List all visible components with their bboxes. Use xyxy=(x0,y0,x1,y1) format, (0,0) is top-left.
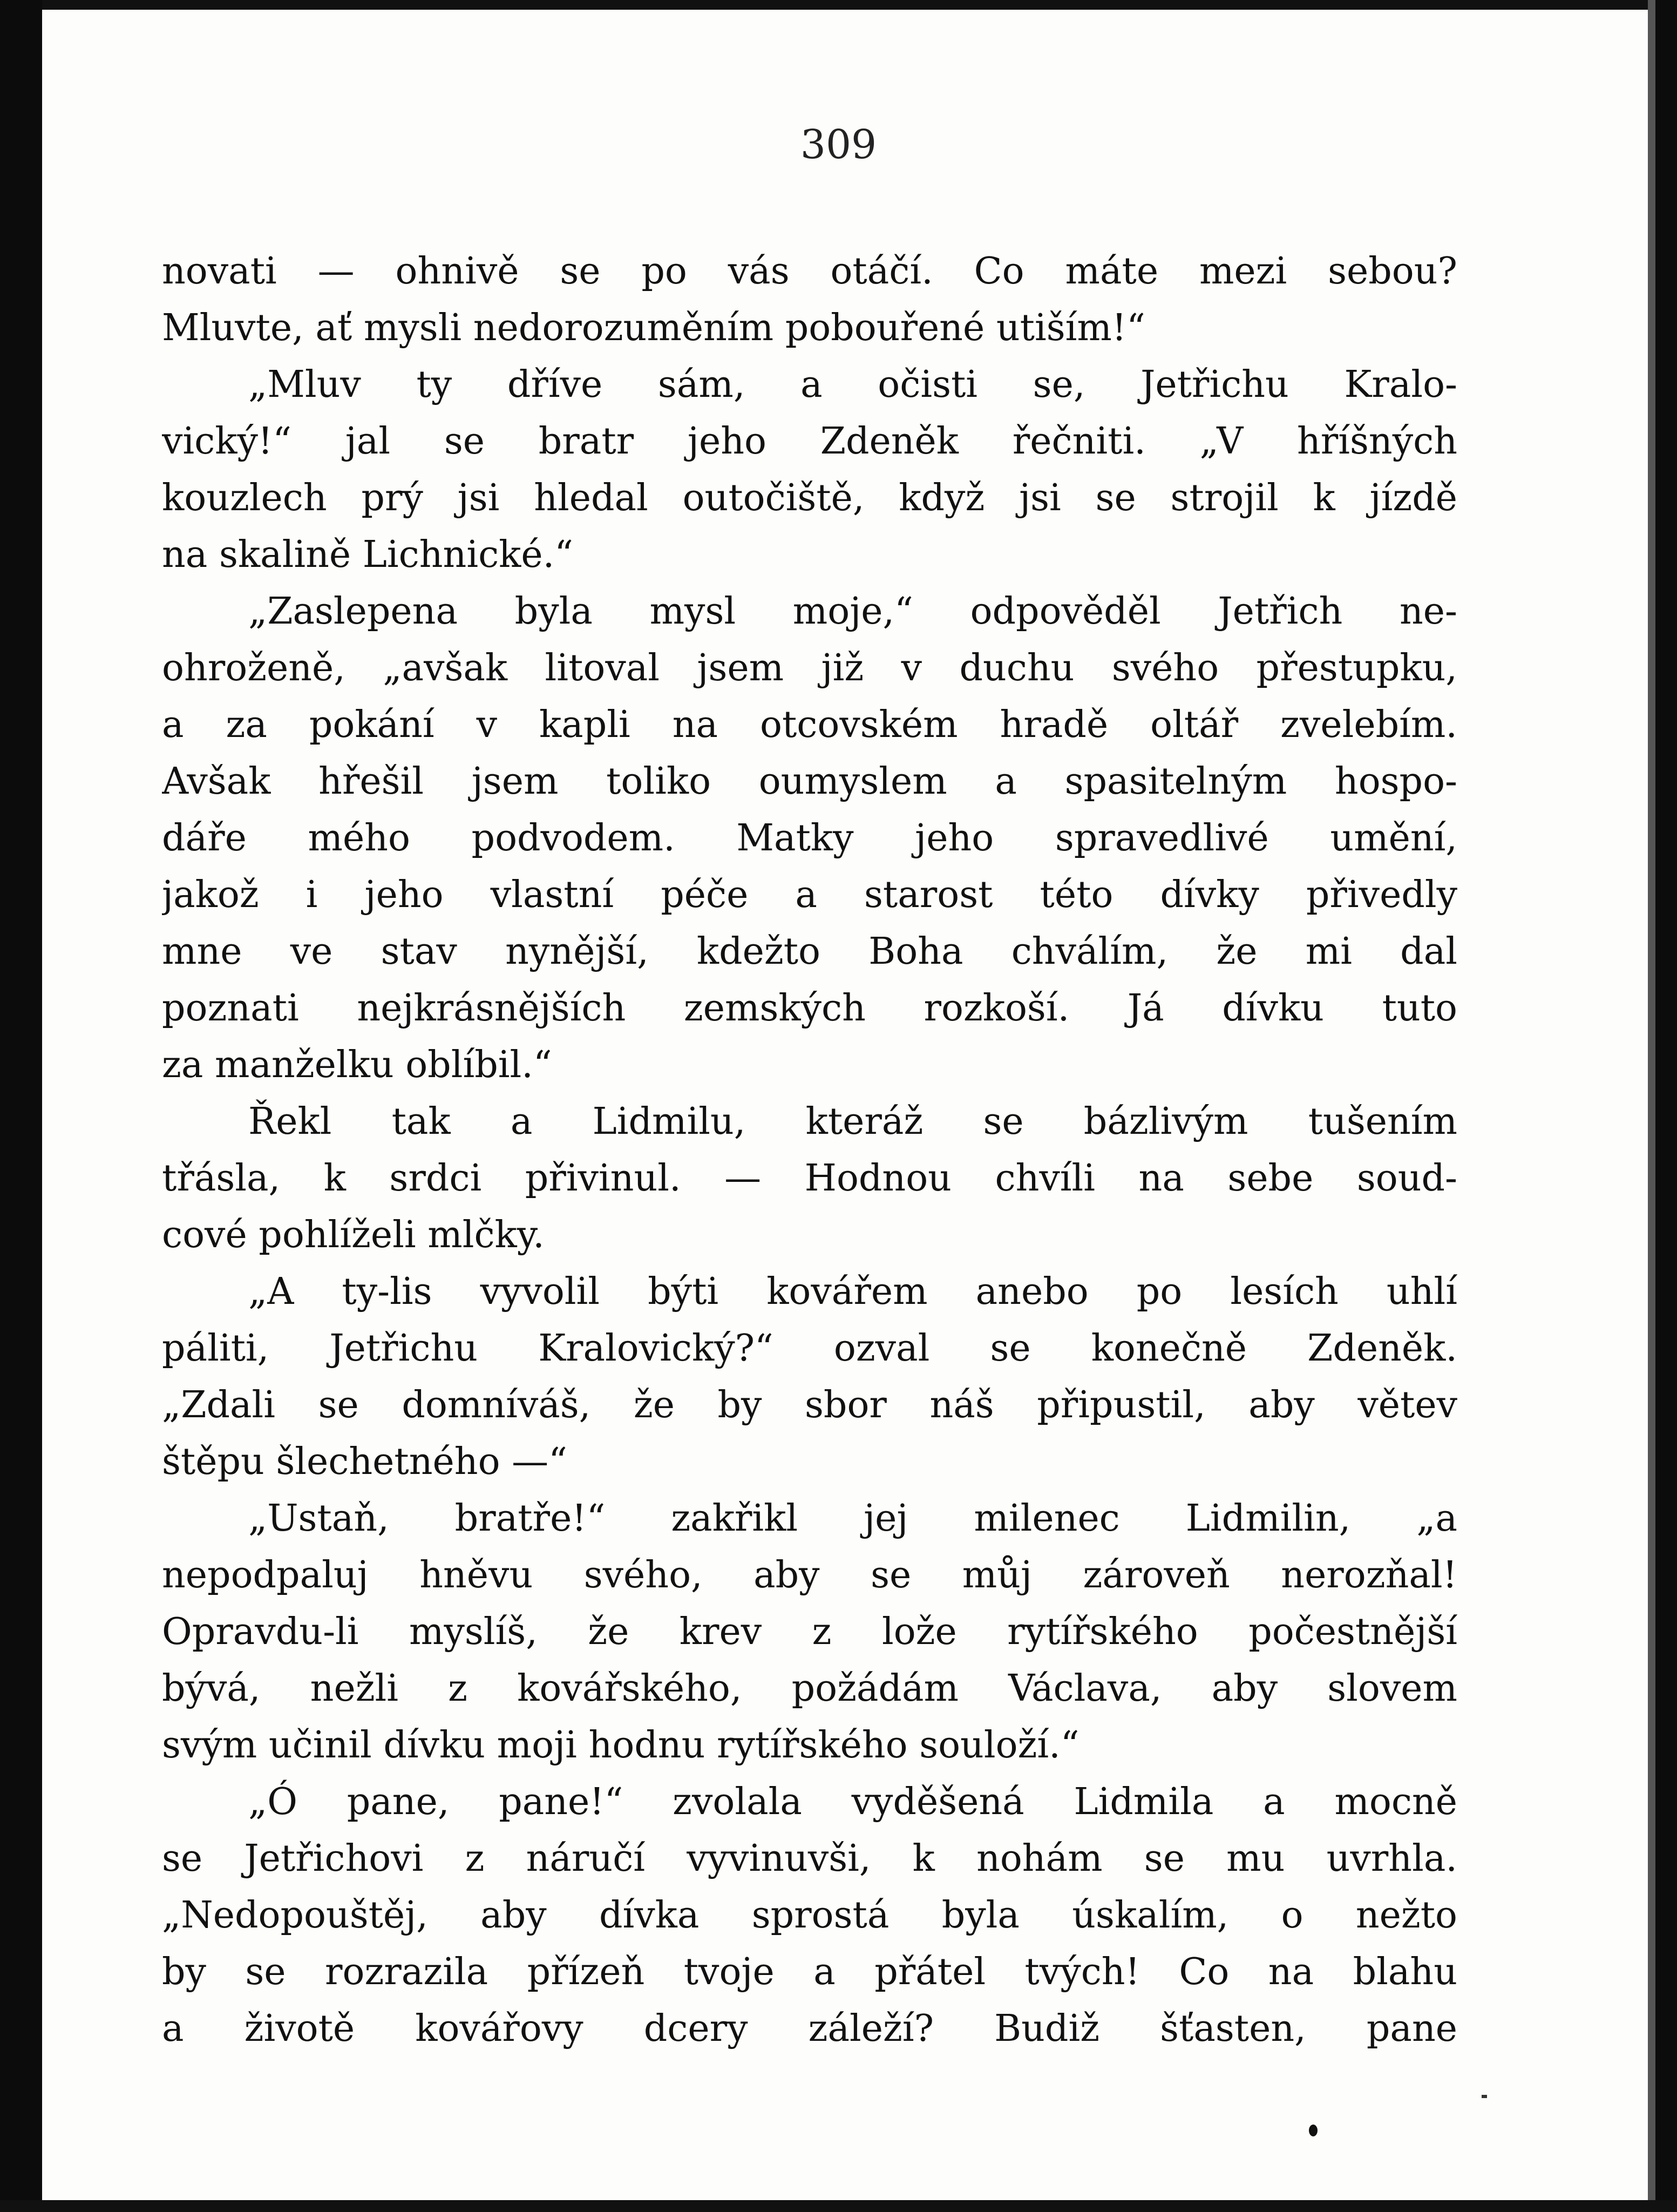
text-line: Avšak hřešil jsem toliko oumyslem a spasitelným hospo- xyxy=(162,760,1457,803)
text-line: „Ustaň, bratře!“ zakřikl jej milenec Lidmilin, „a xyxy=(248,1497,1457,1540)
page-number: 309 xyxy=(800,121,877,168)
text-line: nepodpaluj hněvu svého, aby se můj zároveň nerozňal! xyxy=(162,1554,1457,1597)
text-line: novati — ohnivě se po vás otáčí. Co máte mezi sebou? xyxy=(162,250,1457,293)
text-line: by se rozrazila přízeň tvoje a přátel tvých! Co na blahu xyxy=(162,1951,1457,1993)
text-line: „Zaslepena byla mysl moje,“ odpověděl Jetřich ne- xyxy=(248,590,1457,633)
text-line: ohroženě, „avšak litoval jsem již v duchu svého přestupku, xyxy=(162,647,1457,689)
text-line: „A ty-lis vyvolil býti kovářem anebo po lesích uhlí xyxy=(248,1270,1457,1313)
ink-speck xyxy=(1482,2095,1487,2098)
text-line: dáře mého podvodem. Matky jeho spravedlivé umění, xyxy=(162,817,1457,860)
text-line: jakož i jeho vlastní péče a starost této dívky přivedly xyxy=(162,874,1457,916)
scan-edge-top xyxy=(0,0,1677,10)
text-line: „Zdali se domníváš, že by sbor náš připustil, aby větev xyxy=(162,1384,1457,1426)
text-line: svým učinil dívku moji hodnu rytířského souloží.“ xyxy=(162,1724,1079,1767)
text-line: „Ó pane, pane!“ zvolala vyděšená Lidmila a mocně xyxy=(248,1781,1457,1823)
text-line: „Mluv ty dříve sám, a očisti se, Jetřichu Kralo- xyxy=(248,363,1457,406)
text-line: a životě kovářovy dcery záleží? Budiž šťasten, pane xyxy=(162,2007,1457,2050)
text-line: a za pokání v kapli na otcovském hradě oltář zvelebím. xyxy=(162,703,1457,746)
text-line: na skalině Lichnické.“ xyxy=(162,533,573,576)
scan-edge-right xyxy=(1655,0,1677,2212)
text-line: Mluvte, ať mysli nedorozuměním pobouřené utiším!“ xyxy=(162,307,1145,349)
text-line: Řekl tak a Lidmilu, kteráž se bázlivým tušením xyxy=(248,1100,1457,1143)
text-line: bývá, nežli z kovářského, požádám Václava, aby slovem xyxy=(162,1667,1457,1710)
text-line: vický!“ jal se bratr jeho Zdeněk řečniti. „V hříšných xyxy=(162,420,1457,463)
text-line: třásla, k srdci přivinul. — Hodnou chvíli na sebe soud- xyxy=(162,1157,1457,1200)
text-line: poznati nejkrásnějších zemských rozkoší. Já dívku tuto xyxy=(162,987,1457,1030)
text-line: cové pohlíželi mlčky. xyxy=(162,1214,545,1256)
text-line: mne ve stav nynější, kdežto Boha chválím, že mi dal xyxy=(162,930,1457,973)
body-text xyxy=(162,243,1457,2057)
text-line: se Jetřichovi z náručí vyvinuvši, k nohám se mu uvrhla. xyxy=(162,1837,1457,1880)
text-line: štěpu šlechetného —“ xyxy=(162,1440,567,1483)
scan-edge-right-shadow xyxy=(1648,0,1655,2212)
text-line: „Nedopouštěj, aby dívka sprostá byla úskalím, o nežto xyxy=(162,1894,1457,1937)
text-line: páliti, Jetřichu Kralovický?“ ozval se konečně Zdeněk. xyxy=(162,1327,1457,1370)
text-line: za manželku oblíbil.“ xyxy=(162,1044,552,1086)
text-line: Opravdu-li myslíš, že krev z lože rytířského počestnější xyxy=(162,1611,1457,1653)
text-line: kouzlech prý jsi hledal outočiště, když jsi se strojil k jízdě xyxy=(162,477,1457,519)
scan-edge-left xyxy=(0,0,42,2212)
scan-edge-bottom xyxy=(0,2200,1677,2212)
ink-dot xyxy=(1309,2125,1318,2136)
